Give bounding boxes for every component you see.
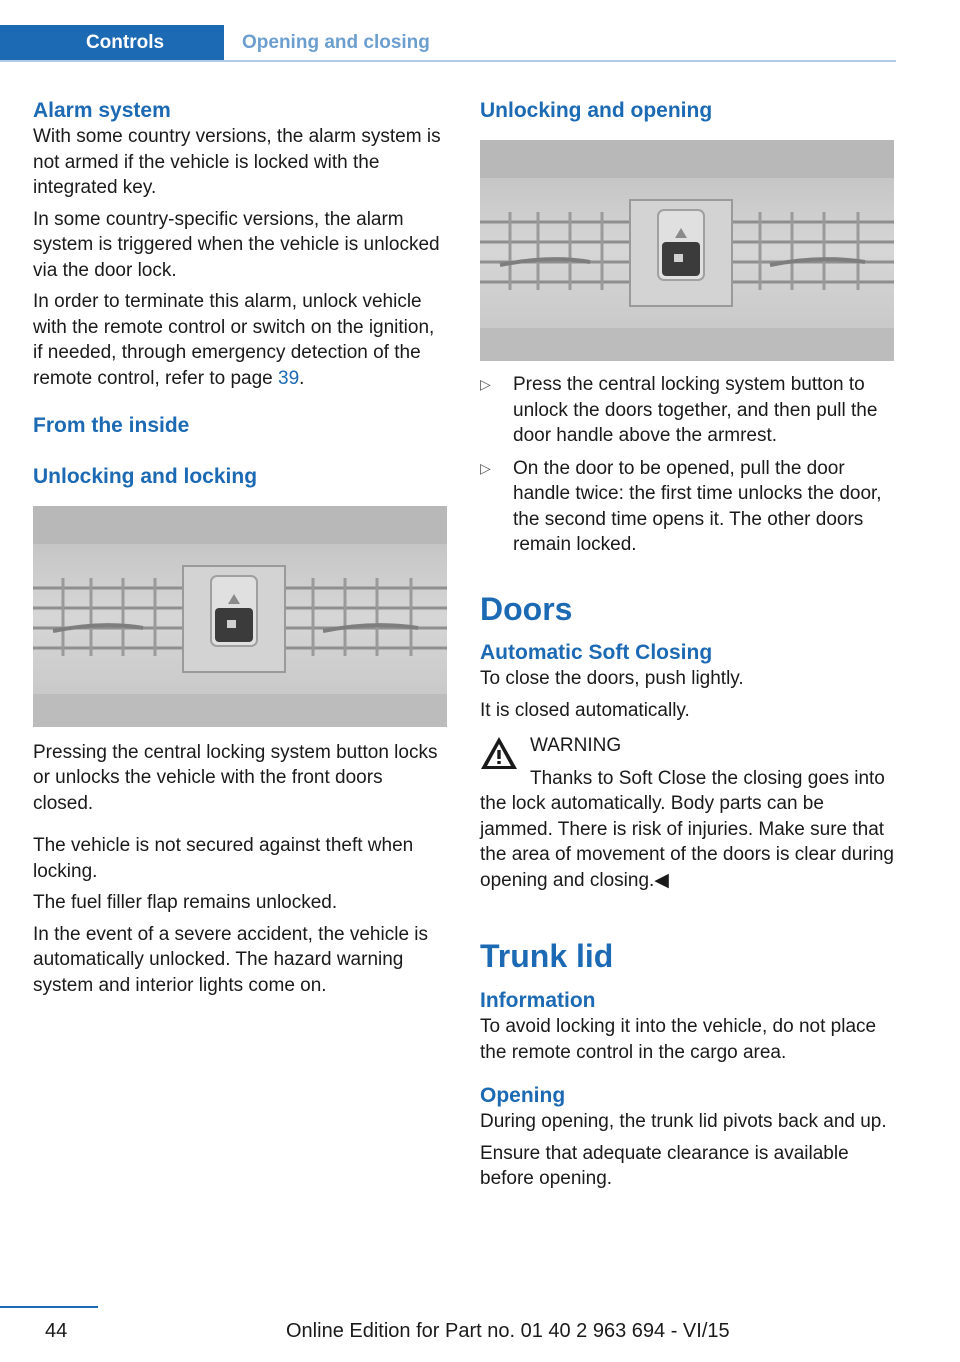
unlocking-locking-heading: Unlocking and locking (33, 464, 258, 488)
warning-label: WARNING (530, 735, 622, 757)
page-header (0, 0, 896, 62)
chapter-tab: Controls (0, 25, 224, 61)
list-item-text: Press the central locking system button to unlock the doors together, and then pull the door handle above the armrest. (513, 374, 878, 447)
information-heading: Information (480, 988, 596, 1012)
alarm-paragraph-3-end: . (299, 367, 305, 389)
unlocking-opening-heading: Unlocking and opening (480, 99, 713, 122)
fuel-flap-paragraph: The fuel filler flap remains unlocked. (33, 892, 338, 914)
warning-text: Thanks to Soft Close the closing goes into the lock automatically. Body parts can be jammed. There is risk of injuries. Make sure that the area of movement of the doors is clear during opening and closing.◀ (480, 767, 895, 891)
soft-closing-paragraph-1: To close the doors, push lightly. (480, 668, 744, 690)
vent-illustration-right (480, 140, 894, 361)
edition-note: Online Edition for Part no. 01 40 2 963 694 - VI/15 (286, 1320, 730, 1342)
opening-paragraph-2: Ensure that adequate clearance is available before opening. (480, 1142, 849, 1190)
vent-illustration-left (33, 506, 447, 727)
soft-closing-heading: Automatic Soft Closing (480, 641, 713, 665)
opening-steps-list (480, 372, 894, 558)
page-reference-link[interactable]: 39 (278, 367, 300, 389)
list-item (480, 372, 894, 449)
left-column (33, 98, 447, 998)
opening-heading: Opening (480, 1084, 566, 1108)
opening-paragraph-1: During opening, the trunk lid pivots back and up. (480, 1111, 887, 1133)
trunk-lid-heading: Trunk lid (480, 938, 614, 975)
triangle-bullet-icon: ▷ (480, 376, 491, 393)
list-item (480, 456, 894, 558)
warning-triangle-icon (480, 735, 518, 771)
alarm-paragraph-2: In some country-specific versions, the alarm system is triggered when the vehicle is unlocked via the door lock. (33, 208, 440, 281)
information-paragraph: To avoid locking it into the vehicle, do not place the remote control in the cargo area. (480, 1016, 877, 1063)
alarm-paragraph-3-text: In order to terminate this alarm, unlock vehicle with the remote control or switch on the ignition, if needed, through emergency detection of the remote control, refer to page (33, 291, 435, 389)
list-item-text: On the door to be opened, pull the door handle twice: the first time unlocks the door, the second time opens it. The other doors remain locked. (513, 457, 882, 556)
soft-closing-paragraph-2: It is closed automatically. (480, 699, 690, 721)
theft-paragraph: The vehicle is not secured against theft when locking. (33, 835, 414, 882)
section-tab: Opening and closing (242, 32, 430, 53)
header-rule (0, 60, 896, 62)
central-locking-button-image-2 (480, 140, 894, 361)
press-button-paragraph: Pressing the central locking system button locks or unlocks the vehicle with the front doors closed. (33, 741, 438, 814)
central-locking-button-image (33, 506, 447, 727)
page-footer (0, 1300, 960, 1362)
footer-rule (0, 1306, 98, 1308)
alarm-paragraph-3 (33, 289, 447, 391)
page-number: 44 (45, 1320, 68, 1342)
triangle-bullet-icon: ▷ (480, 459, 491, 476)
alarm-system-heading: Alarm system (33, 99, 171, 122)
doors-heading: Doors (480, 590, 573, 627)
alarm-paragraph-1: With some country versions, the alarm system is not armed if the vehicle is locked with the integrated key. (33, 126, 441, 199)
warning-block (480, 733, 894, 893)
from-inside-heading: From the inside (33, 414, 190, 438)
right-column (480, 98, 894, 1192)
accident-paragraph: In the event of a severe accident, the vehicle is automatically unlocked. The hazard warning system and interior lights come on. (33, 923, 429, 996)
